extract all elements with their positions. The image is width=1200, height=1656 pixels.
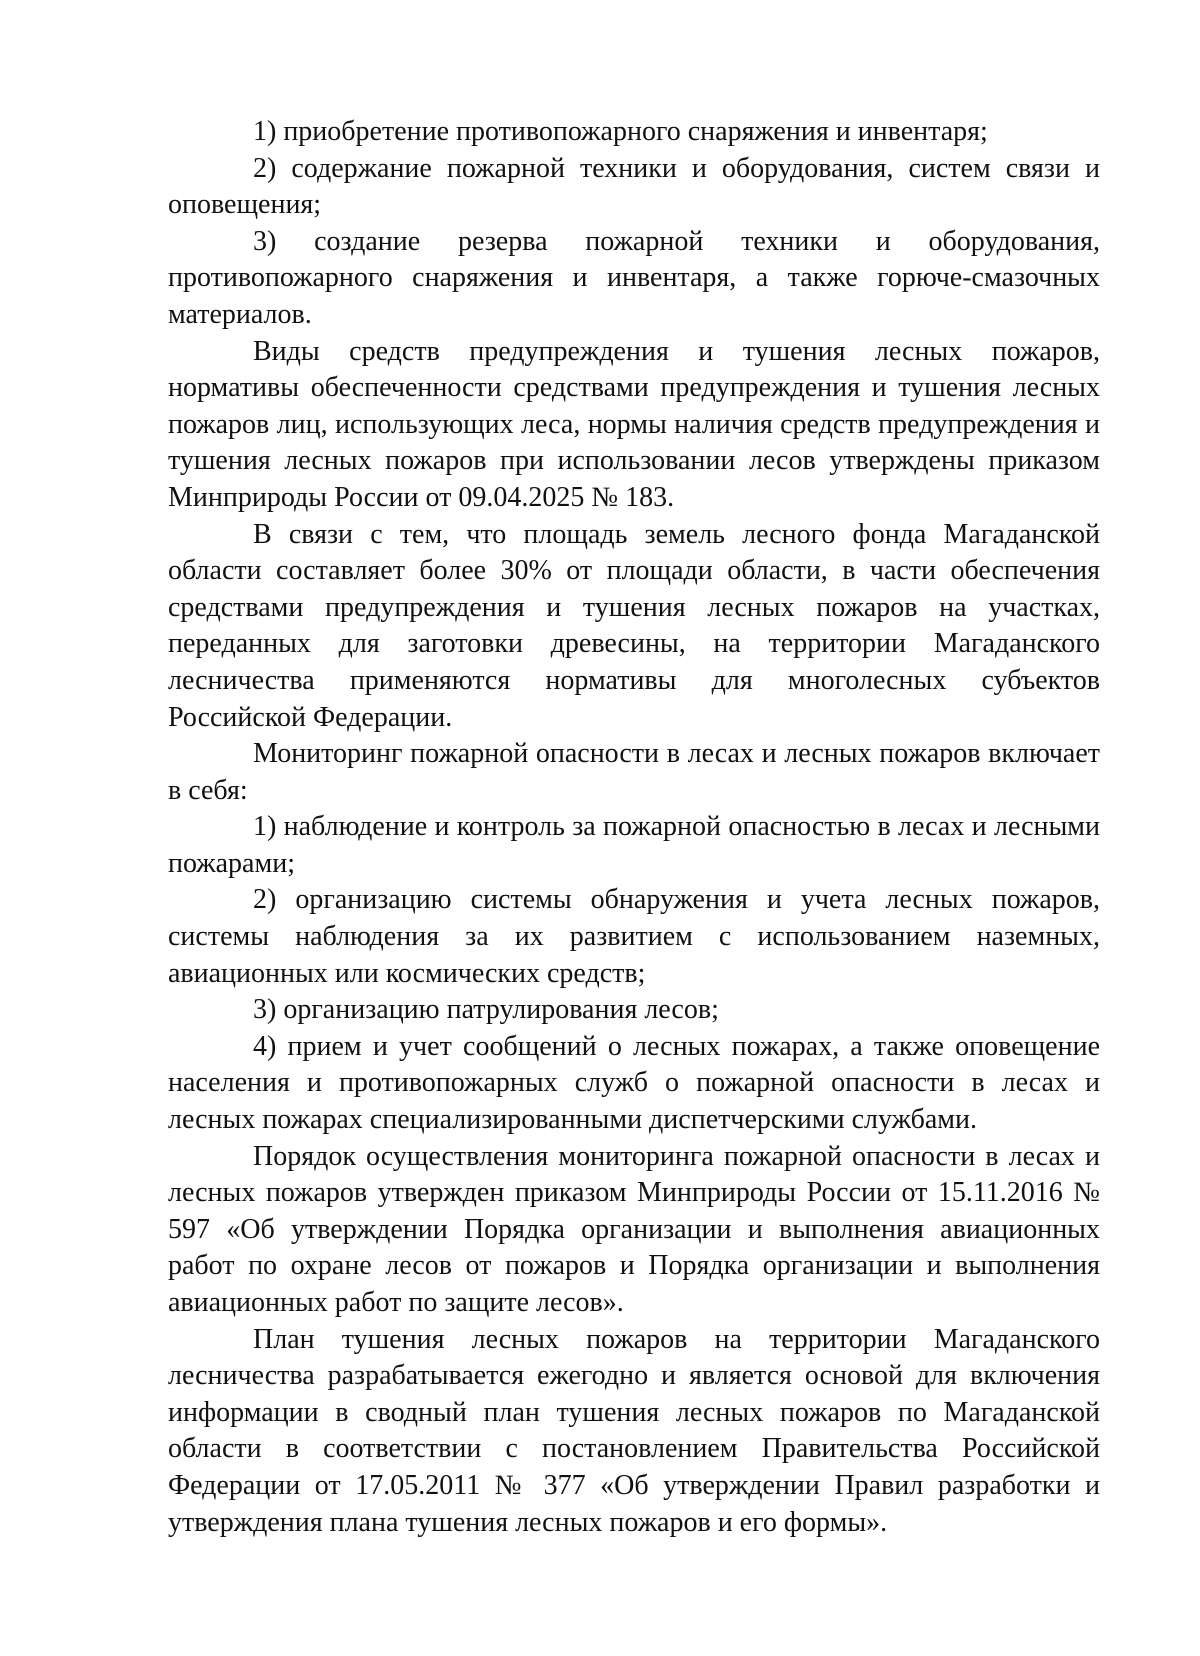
paragraph-equipment-norms: Виды средств предупреждения и тушения лесных пожаров, нормативы обеспеченности средствами предупреждения и тушения лесных пожаров лиц, использующих леса, нормы наличия средств предупреждения и тушения лесных пожаров при использовании лесов утверждены приказом Минприроды России от 09.04.2025 № 183. [168,335,1100,513]
paragraph-item-2: 2) содержание пожарной техники и оборудования, систем связи и оповещения; [168,152,1100,221]
paragraph-monitoring-order: Порядок осуществления мониторинга пожарной опасности в лесах и лесных пожаров утвержден приказом Минприроды России от 15.11.2016 № 597 «Об утверждении Порядка организации и выполнения авиационных работ по охране лесов от пожаров и Порядка организации и выполнения авиационных работ по защите лесов». [168,1140,1100,1318]
paragraph-monitoring-intro: Мониторинг пожарной опасности в лесах и лесных пожаров включает в себя: [168,738,1100,806]
paragraph-item-3: 3) создание резерва пожарной техники и оборудования, противопожарного снаряжения и инвентаря, а также горюче-смазочных материалов. [168,225,1100,330]
paragraph-monitoring-item-3: 3) организацию патрулирования лесов; [253,994,719,1026]
paragraph-fire-plan: План тушения лесных пожаров на территории Магаданского лесничества разрабатывается ежегодно и является основой для включения информации в сводный план тушения лесных пожаров по Магаданской области в соответствии с постановлением Правительства Российской Федерации от 17.05.2011 № 377 «Об утверждении Правил разработки и утверждения плана тушения лесных пожаров и его формы». [168,1323,1100,1538]
paragraph-magadan-norms: В связи с тем, что площадь земель лесного фонда Магаданской области составляет более 30% от площади области, в части обеспечения средствами предупреждения и тушения лесных пожаров на участках, переданных для заготовки древесины, на территории Магаданского лесничества применяются нормативы для многолесных субъектов Российской Федерации. [168,518,1100,733]
paragraph-monitoring-item-4: 4) прием и учет сообщений о лесных пожарах, а также оповещение населения и противопожарных служб о пожарной опасности в лесах и лесных пожарах специализированными диспетчерскими службами. [168,1030,1100,1136]
document-body [168,114,1100,1541]
paragraph-monitoring-item-1: 1) наблюдение и контроль за пожарной опасностью в лесах и лесными пожарами; [168,811,1100,879]
paragraph-item-1: 1) приобретение противопожарного снаряжения и инвентаря; [253,116,988,147]
paragraph-monitoring-item-2: 2) организацию системы обнаружения и учета лесных пожаров, системы наблюдения за их развитием с использованием наземных, авиационных или космических средств; [168,884,1100,989]
